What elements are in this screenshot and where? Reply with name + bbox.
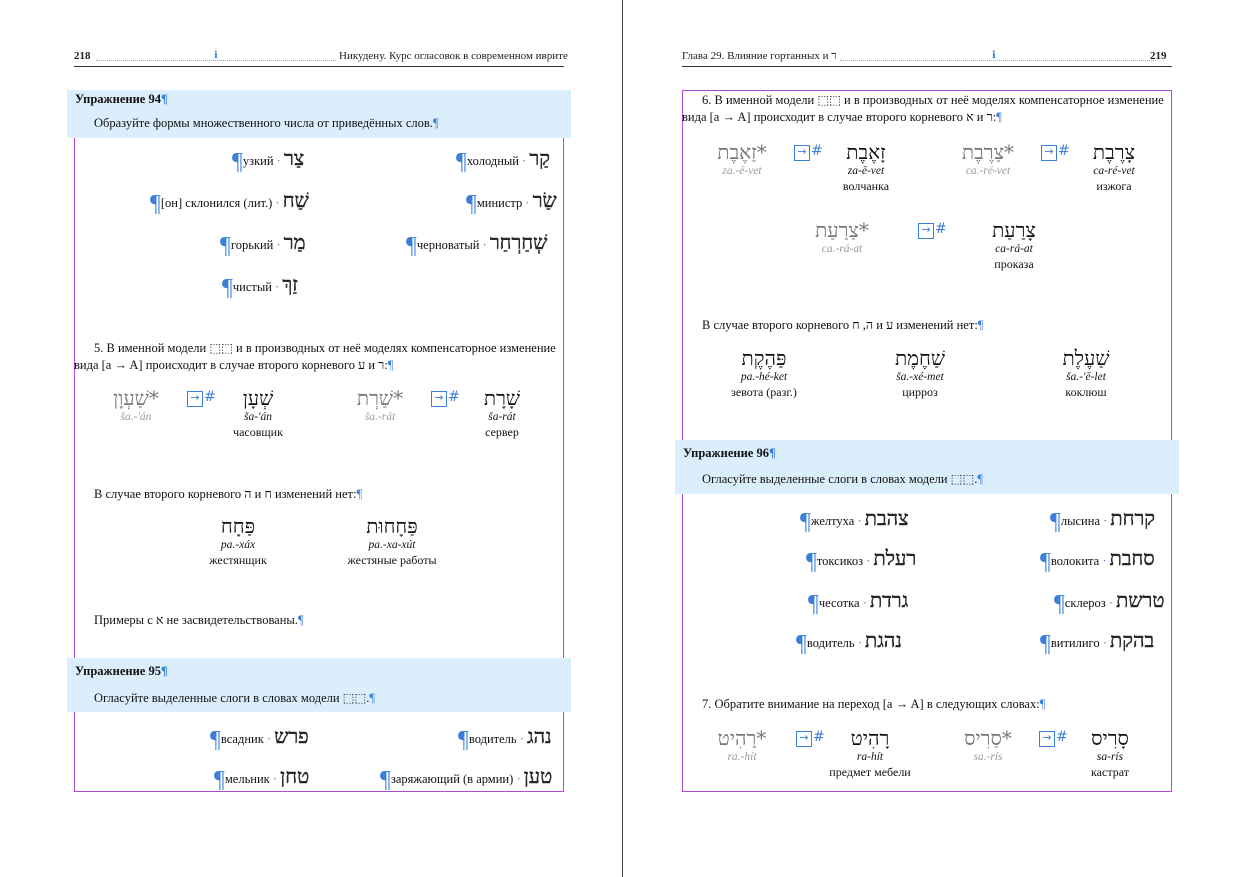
word-gloss: волчанка: [842, 179, 890, 193]
transliteration: za-ē-vet: [847, 165, 885, 177]
pilcrow-mark: ¶: [220, 233, 231, 259]
item-hebrew: נהג: [527, 724, 552, 748]
word-gloss: предмет мебели: [829, 765, 911, 779]
hebrew-word: *שַׁרְת: [356, 386, 404, 410]
anchor-icon: ℹ: [214, 50, 218, 61]
word-gloss: проказа: [994, 257, 1034, 271]
separator-dot: ·: [263, 732, 275, 746]
word-gloss: кастрат: [1091, 765, 1129, 779]
item-gloss: витилиго: [1050, 636, 1100, 650]
section-7-paragraph: 7. Обратите внимание на переход [a → A] в следующих словах:¶: [702, 697, 1046, 711]
item-gloss: чистый: [232, 280, 272, 294]
pilcrow-mark: ¶: [808, 591, 819, 617]
example-word: [928, 726, 1048, 765]
example-word: [332, 514, 452, 568]
pilcrow-mark: ¶: [1040, 549, 1051, 575]
separator-dot: ·: [273, 154, 284, 168]
pilcrow-mark: ¶: [380, 767, 391, 793]
hash-icon: #: [935, 221, 947, 237]
separator-dot: ·: [522, 196, 533, 210]
arrow-icon: →: [796, 731, 812, 747]
arrow-icon: →: [918, 223, 934, 239]
exercise-item: [796, 628, 902, 658]
transliteration: ša-'án: [243, 411, 272, 423]
example-word: [320, 386, 440, 425]
transliteration: za.-ē-vet: [722, 165, 762, 177]
running-title: Глава 29. Влияние гортанных и ר: [682, 50, 837, 62]
item-hebrew: טחן: [280, 764, 310, 788]
arrow-icon: →: [431, 391, 447, 407]
note-text: Примеры с א не засвидетельствованы.¶: [94, 613, 304, 627]
example-word: [682, 726, 802, 765]
exercise-item: [1040, 546, 1155, 576]
item-gloss: мельник: [224, 772, 270, 786]
transliteration: ra-hít: [856, 751, 884, 763]
hebrew-word: צָרֶבֶת: [1092, 140, 1136, 164]
header-rule: [682, 66, 1172, 67]
pilcrow-mark: ¶: [214, 767, 225, 793]
pilcrow-mark: ¶: [232, 149, 243, 175]
example-word: [928, 140, 1048, 179]
exercise-item: [222, 272, 298, 302]
example-word: [860, 346, 980, 400]
item-gloss: токсикоз: [816, 554, 864, 568]
example-word: [782, 218, 902, 257]
hebrew-word: שַׁעֶלֶת: [1062, 346, 1110, 370]
arrow-icon: →: [1039, 731, 1055, 747]
page-number: 219: [1150, 50, 1167, 62]
right-page: [630, 0, 1190, 877]
hebrew-word: פַּהֶקֶת: [741, 346, 787, 370]
example-word: [198, 386, 318, 440]
hash-icon: #: [1056, 729, 1068, 745]
exercise-item: [406, 230, 547, 260]
exercise-item: [1054, 588, 1164, 618]
transliteration: ra.-hít: [727, 751, 757, 763]
exercise-instruction: Огласуйте выделенные слоги в словах модели ⬚⬚.¶: [94, 691, 376, 705]
item-hebrew: בהקת: [1110, 628, 1155, 652]
hebrew-word: צָרַעַת: [992, 218, 1036, 242]
exercise-instruction: Огласуйте выделенные слоги в словах модели ⬚⬚.¶: [702, 472, 984, 486]
item-hebrew: צהבת: [864, 506, 909, 530]
example-word: [442, 386, 562, 440]
example-word: [1054, 140, 1174, 194]
separator-dot: ·: [516, 732, 528, 746]
item-hebrew: גרדת: [869, 588, 909, 612]
arrow-icon: →: [794, 145, 810, 161]
separator-dot: ·: [854, 514, 865, 528]
hebrew-word: *צַרַעַת: [815, 218, 869, 242]
exercise-item: [1050, 506, 1155, 536]
exercise-item: [466, 188, 557, 218]
item-gloss: водитель: [806, 636, 855, 650]
item-gloss: чесотка: [818, 596, 860, 610]
item-gloss: узкий: [242, 154, 274, 168]
item-hebrew: מַר: [283, 230, 306, 254]
item-gloss: холодный: [466, 154, 519, 168]
separator-dot: ·: [1099, 636, 1111, 650]
exercise-item: [380, 764, 552, 794]
item-gloss: министр: [476, 196, 523, 210]
word-gloss: жестяные работы: [347, 553, 437, 567]
word-gloss: сервер: [485, 425, 519, 439]
item-hebrew: קַר: [529, 146, 550, 170]
anchor-icon: ℹ: [992, 50, 996, 61]
hebrew-word: שָׁרָת: [483, 386, 521, 410]
transliteration: ca-ré-vet: [1093, 165, 1135, 177]
exercise-item: [808, 588, 908, 618]
item-gloss: всадник: [220, 732, 264, 746]
transliteration: pa.-xáx: [220, 539, 256, 551]
item-gloss: [он] склонился (лит.): [160, 196, 273, 210]
item-gloss: черноватый: [416, 238, 480, 252]
left-page: [0, 0, 568, 877]
pilcrow-mark: ¶: [458, 727, 469, 753]
transliteration: ša-rát: [488, 411, 516, 423]
item-gloss: водитель: [468, 732, 517, 746]
item-hebrew: צַר: [283, 146, 305, 170]
item-hebrew: שַׂר: [532, 188, 557, 212]
pilcrow-mark: ¶: [210, 727, 221, 753]
item-gloss: заряжающий (в армии): [390, 772, 514, 786]
hebrew-word: *צַרֶבֶת: [961, 140, 1015, 164]
exercise-item: [214, 764, 309, 794]
separator-dot: ·: [1100, 514, 1111, 528]
example-word: [704, 346, 824, 400]
separator-dot: ·: [863, 554, 874, 568]
item-gloss: волокита: [1050, 554, 1100, 568]
no-change-text: В случае второго корневого ה и ח изменений нет:¶: [94, 487, 363, 501]
transliteration: pa.-hé-ket: [740, 371, 788, 383]
item-hebrew: נהגת: [865, 628, 902, 652]
arrow-icon: →: [187, 391, 203, 407]
example-word: [76, 386, 196, 425]
separator-dot: ·: [1105, 596, 1117, 610]
no-change-text: В случае второго корневого ה, ח и ע изменений нет:¶: [702, 318, 984, 332]
hash-icon: #: [811, 143, 823, 159]
item-hebrew: סחבת: [1109, 546, 1155, 570]
word-gloss: жестянщик: [209, 553, 267, 567]
hash-icon: #: [448, 389, 460, 405]
transliteration: ca.-rá-at: [821, 243, 863, 255]
hebrew-word: רָהִיט: [850, 726, 890, 750]
example-word: [1050, 726, 1170, 780]
exercise-instruction: Образуйте формы множественного числа от приведённых слов.¶: [94, 116, 439, 130]
pilcrow-mark: ¶: [150, 191, 161, 217]
hebrew-word: פַּחָחוּת: [366, 514, 418, 538]
exercise-item: [456, 146, 550, 176]
hebrew-word: פַּחָח: [220, 514, 256, 538]
pilcrow-mark: ¶: [1054, 591, 1065, 617]
transliteration: ša.-rát: [364, 411, 396, 423]
hebrew-word: *זַאֶבֶת: [717, 140, 767, 164]
exercise-title: Упражнение 96¶: [683, 446, 776, 460]
word-gloss: изжога: [1096, 179, 1132, 193]
separator-dot: ·: [271, 280, 283, 294]
item-gloss: склероз: [1064, 596, 1106, 610]
separator-dot: ·: [513, 772, 524, 786]
separator-dot: ·: [272, 196, 283, 210]
item-hebrew: טרשת: [1116, 588, 1165, 612]
item-gloss: горький: [230, 238, 274, 252]
hebrew-word: זָאֶבֶת: [846, 140, 886, 164]
exercise-item: [1040, 628, 1154, 658]
item-hebrew: קרחת: [1110, 506, 1155, 530]
hash-icon: #: [813, 729, 825, 745]
arrow-icon: →: [1041, 145, 1057, 161]
section-5-paragraph: 5. В именной модели ⬚⬚ и в производных от неё моделях компенсаторное изменение вида [a → A] происходит в случае второго корневого ע и ר:¶: [74, 341, 556, 372]
exercise-item: [150, 188, 309, 218]
transliteration: ca.-ré-vet: [965, 165, 1011, 177]
separator-dot: ·: [1099, 554, 1110, 568]
item-gloss: лысина: [1060, 514, 1100, 528]
word-gloss: зевота (разг.): [731, 385, 797, 399]
transliteration: sa-rís: [1096, 751, 1124, 763]
exercise-item: [232, 146, 304, 176]
separator-dot: ·: [854, 636, 866, 650]
pilcrow-mark: ¶: [456, 149, 467, 175]
example-word: [954, 218, 1074, 272]
pilcrow-mark: ¶: [1050, 509, 1061, 535]
hebrew-word: שְׁעָן: [242, 386, 274, 410]
hebrew-word: סָרִיס: [1091, 726, 1129, 750]
word-gloss: часовщик: [233, 425, 283, 439]
pilcrow-mark: ¶: [796, 631, 807, 657]
page-number: 218: [74, 50, 91, 62]
transliteration: ca-rá-at: [995, 243, 1033, 255]
transliteration: ša.-'ē-let: [1066, 371, 1106, 383]
item-hebrew: שַׁח: [282, 188, 309, 212]
hebrew-word: *רַהִיט: [717, 726, 767, 750]
pilcrow-mark: ¶: [406, 233, 417, 259]
exercise-item: [220, 230, 305, 260]
header-rule: [74, 66, 564, 67]
separator-dot: ·: [859, 596, 870, 610]
example-word: [682, 140, 802, 179]
exercise-title: Упражнение 95¶: [75, 664, 168, 678]
item-hebrew: פרש: [274, 724, 309, 748]
item-gloss: желтуха: [810, 514, 855, 528]
exercise-item: [806, 546, 916, 576]
exercise-item: [210, 724, 309, 754]
item-hebrew: שְׁחַרְחַר: [489, 230, 548, 254]
example-word: [178, 514, 298, 568]
pilcrow-mark: ¶: [222, 275, 233, 301]
separator-dot: ·: [269, 772, 281, 786]
hebrew-word: *שַׁעְוָן: [113, 386, 159, 410]
exercise-item: [800, 506, 909, 536]
separator-dot: ·: [479, 238, 490, 252]
item-hebrew: טען: [523, 764, 553, 788]
example-word: [810, 726, 930, 780]
header-leader: [840, 60, 1156, 61]
running-title: Никудену. Курс огласовок в современном иврите: [339, 50, 568, 62]
exercise-title: Упражнение 94¶: [75, 92, 168, 106]
pilcrow-mark: ¶: [806, 549, 817, 575]
transliteration: ša.-xé-met: [896, 371, 944, 383]
item-hebrew: זַךְ: [282, 272, 298, 296]
section-6-paragraph: 6. В именной модели ⬚⬚ и в производных от неё моделях компенсаторное изменение вида [a → A] происходит в случае второго корневого א и ר:¶: [682, 93, 1164, 124]
hebrew-word: שַׁחֶמֶת: [894, 346, 946, 370]
hash-icon: #: [204, 389, 216, 405]
hash-icon: #: [1058, 143, 1070, 159]
hebrew-word: *סַרִיס: [964, 726, 1012, 750]
example-word: [1026, 346, 1146, 400]
exercise-item: [458, 724, 552, 754]
transliteration: pa.-xa-xút: [368, 539, 416, 551]
pilcrow-mark: ¶: [1040, 631, 1051, 657]
separator-dot: ·: [519, 154, 530, 168]
spread-divider: [622, 0, 623, 877]
pilcrow-mark: ¶: [466, 191, 477, 217]
example-word: [806, 140, 926, 194]
transliteration: sa.-rís: [973, 751, 1003, 763]
separator-dot: ·: [273, 238, 284, 252]
item-hebrew: רעלת: [873, 546, 917, 570]
transliteration: ša.-'án: [120, 411, 152, 423]
word-gloss: цирроз: [902, 385, 938, 399]
word-gloss: коклюш: [1065, 385, 1107, 399]
pilcrow-mark: ¶: [800, 509, 811, 535]
